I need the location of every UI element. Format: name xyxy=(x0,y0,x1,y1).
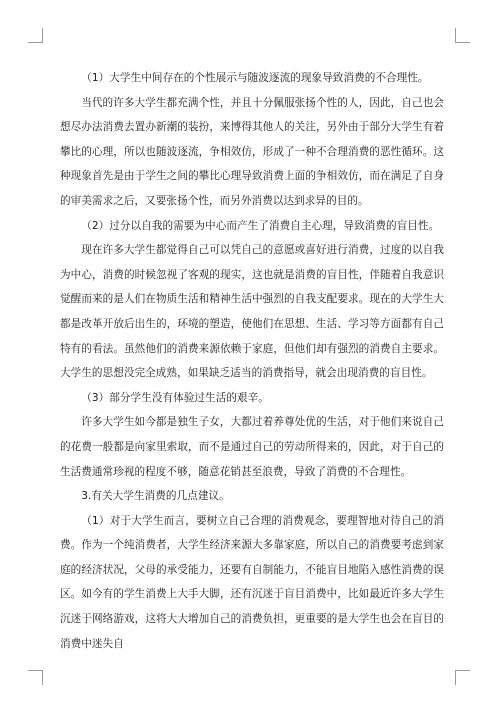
subheading-1: （1）大学生中间存在的个性展示与随波逐流的现象导致消费的不合理性。 xyxy=(81,72,429,84)
body-paragraph: 许多大学生如今都是独生子女，大都过着养尊处优的生活，对于他们来说自己的花费一般都是向家里索取，而不是通过自己的劳动所得来的，因此，对于自己的生活费通常珍视的程度不够，随意花销甚至浪费，导致了消费的不合理性。 xyxy=(60,416,444,478)
subheading-2: （2）过分以自我的需要为中心而产生了消费自主心理，导致消费的盲目性。 xyxy=(81,219,440,232)
body-paragraph: （1）对于大学生而言，要树立自己合理的消费观念，要理智地对待自己的消费。作为一个纯消费者，大学生经济来源大多靠家庭，所以自己的消费要考虑到家庭的经济状况，父母的承受能力，还要有自制能力，不能盲目地陷入感性消费的误区。如今有的学生消费上大手大脚，还有沉迷于盲目消费中，比如最近许多大学生沉迷于网络游戏，这将大大增加自己的消费负担，更重要的是大学生也会在盲目的消费中迷失自 xyxy=(60,514,444,650)
document-body xyxy=(60,66,444,656)
body-paragraph: 现在许多大学生都觉得自己可以凭自己的意愿或喜好进行消费，过度的以自我为中心，消费的时候忽视了客观的现实，这也就是消费的盲目性，伴随着自我意识觉醒而来的是人们在物质生活和精神生活中强烈的自我支配要求。现在的大学生大都是改革开放后出生的，环境的塑造，使他们在思想、生活、学习等方面都有自己特有的看法。虽然他们的消费来源依赖于家庭，但他们却有强烈的消费自主要求。大学生的思想没完全成熟，如果缺乏适当的消费指导，就会出现消费的盲目性。 xyxy=(60,244,444,380)
corner-mark-bottom-left xyxy=(28,670,43,685)
section-heading: 3.有关大学生消费的几点建议。 xyxy=(81,490,230,503)
body-paragraph: 当代的许多大学生都充满个性，并且十分佩服张扬个性的人，因此，自己也会想尽办法消费去置办新潮的装扮，来博得其他人的关注，另外由于部分大学生有着攀比的心理，所以也随波逐流，争相效仿，形成了一种不合理消费的恶性循环。这种现象首先是由于学生之间的攀比心理导致消费上面的争相效仿，而在满足了自身的审美需求之后，又要张扬个性，而另外消费以达到求异的目的。 xyxy=(60,96,444,207)
corner-mark-bottom-right xyxy=(455,670,470,685)
corner-mark-top-right xyxy=(455,28,470,43)
corner-mark-top-left xyxy=(28,28,43,43)
subheading-3: （3）部分学生没有体验过生活的艰辛。 xyxy=(81,391,269,404)
